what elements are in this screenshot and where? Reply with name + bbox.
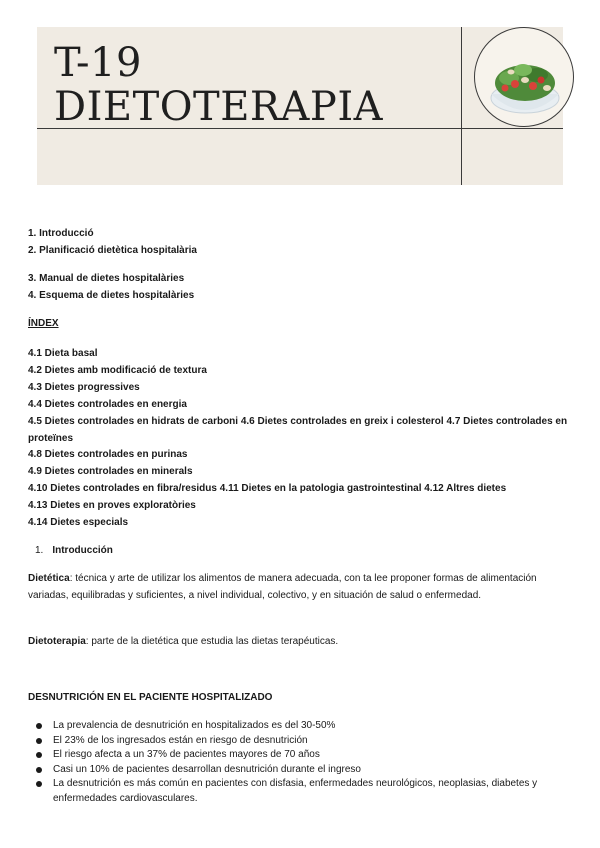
- title-line-1: T-19: [54, 40, 142, 86]
- toc-subitem: 4.3 Dietes progressives: [28, 382, 140, 393]
- toc-subitem: 4.4 Dietes controlades en energia: [28, 399, 187, 410]
- toc-subitem: 4.8 Dietes controlades en purinas: [28, 449, 188, 460]
- intro-heading: [35, 545, 113, 556]
- intro-number: 1.: [35, 545, 44, 556]
- toc-item: 2. Planificació dietètica hospitalària: [28, 245, 197, 256]
- dietoterapia-term: Dietoterapia: [28, 636, 86, 647]
- section-heading: DESNUTRICIÓN EN EL PACIENTE HOSPITALIZADO: [28, 692, 273, 703]
- toc-item: 3. Manual de dietes hospitalàries: [28, 273, 185, 284]
- list-item: Casi un 10% de pacientes desarrollan desnutrición durante el ingreso: [36, 763, 571, 778]
- intro-title: Introducción: [52, 545, 113, 556]
- index-heading: ÍNDEX: [28, 318, 59, 329]
- toc-item: 1. Introducció: [28, 228, 94, 239]
- dietetica-paragraph: [28, 571, 576, 604]
- dietetica-term: Dietética: [28, 573, 70, 584]
- list-item: La prevalencia de desnutrición en hospitalizados es del 30-50%: [36, 719, 571, 734]
- banner-vertical-divider: [461, 27, 462, 185]
- dietoterapia-paragraph: [28, 634, 576, 651]
- list-item: El 23% de los ingresados están en riesgo de desnutrición: [36, 734, 571, 749]
- toc-item: 4. Esquema de dietes hospitalàries: [28, 290, 195, 301]
- dietoterapia-text: : parte de la dietética que estudia las dietas terapéuticas.: [85, 636, 339, 647]
- dietetica-text: : técnica y arte de utilizar los alimentos de manera adecuada, con ta lee proponer formas de alimentación variadas, equilibradas y suficientes, a nivel individual, colectivo, y en situación de salud o enfermedad.: [28, 573, 537, 601]
- toc-subitem: 4.1 Dieta basal: [28, 348, 98, 359]
- list-item: El riesgo afecta a un 37% de pacientes mayores de 70 años: [36, 748, 571, 763]
- desnutricion-list: [36, 719, 571, 806]
- toc-subitem: 4.2 Dietes amb modificació de textura: [28, 365, 207, 376]
- document-title: [54, 41, 383, 129]
- list-item: La desnutrición es más común en pacientes con disfasia, enfermedades neurológicos, neoplasias, diabetes y enfermedades cardiovasculares.: [36, 777, 571, 806]
- toc-subitem: 4.10 Dietes controlades en fibra/residus 4.11 Dietes en la patologia gastrointestinal 4.12 Altres dietes: [28, 483, 507, 494]
- toc-subitem: 4.14 Dietes especials: [28, 517, 129, 528]
- salad-bowl-image: [474, 27, 574, 127]
- title-banner: [37, 27, 563, 185]
- title-line-2: DIETOTERAPIA: [54, 84, 384, 130]
- toc-subitem: 4.9 Dietes controlades en minerals: [28, 466, 193, 477]
- toc-subitem: 4.5 Dietes controlades en hidrats de carboni 4.6 Dietes controlades en greix i colesterol 4.7 Dietes controlades en proteïnes: [28, 416, 568, 444]
- toc-subitem: 4.13 Dietes en proves exploratòries: [28, 500, 196, 511]
